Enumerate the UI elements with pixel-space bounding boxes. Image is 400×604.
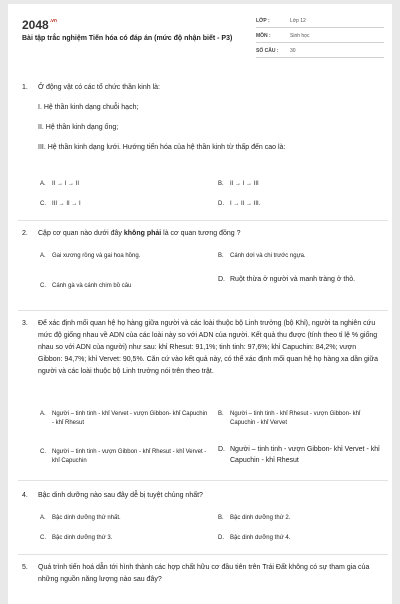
document-page xyxy=(8,4,392,604)
question-3: 3. Để xác định mối quan hệ họ hàng giữa người và các loài thuộc bộ Linh trưởng (bộ Khỉ), người ta nghiên cứu mức độ giống nhau về ADN của các loài này so với ADN của người. Kết quả thu được (tính theo tỉ lệ % giống nhau so với ADN của người) như sau: khỉ Rhesut: 91,1%; tinh tinh: 97,6%; khỉ Capuchin: 84,2%; vượn Gibbon: 94,7%; khỉ Vervet: 90,5%. Căn cứ vào kết quả này, có thể xác định mối quan hệ họ hàng xa dần giữa người và các loài thuộc bộ Linh trưởng nói trên theo trật. xyxy=(22,318,382,378)
question-4: 4. Bậc dinh dưỡng nào sau đây dễ bị tuyệt chủng nhất? xyxy=(22,490,382,502)
divider xyxy=(18,480,388,481)
divider xyxy=(18,220,388,221)
question-2: 2. Cặp cơ quan nào dưới đây không phải là cơ quan tương đồng ? xyxy=(22,228,382,240)
divider xyxy=(18,554,388,555)
question-4-option-a[interactable]: A. Bậc dinh dưỡng thứ nhất. xyxy=(40,515,121,521)
question-1-option-a[interactable]: A. II → I → II xyxy=(40,181,80,187)
question-2-option-d[interactable]: D. Ruột thừa ở người và manh tràng ở thỏ. xyxy=(218,276,356,283)
meta-subject: MÔN : Sinh học xyxy=(256,31,384,43)
question-5: 5. Quá trình tiến hoá dẫn tới hình thành các hợp chất hữu cơ đầu tiên trên Trái Đất không có sự tham gia của những nguồn năng lượng nào sau đây? xyxy=(22,562,382,586)
meta-question-count: SỐ CÂU : 30 xyxy=(256,46,384,58)
question-4-option-b[interactable]: B. Bậc dinh dưỡng thứ 2. xyxy=(218,515,291,521)
question-1-stem: Ở động vật có các tổ chức thần kinh là: I. Hệ thần kinh dạng chuỗi hạch; II. Hệ thần kinh dạng ống; III. Hệ thần kinh dạng lưới. Hướng tiến hóa của hệ thần kinh từ thấp đến cao là: xyxy=(38,84,286,151)
question-2-stem: Cặp cơ quan nào dưới đây không phải là cơ quan tương đồng ? xyxy=(38,230,241,237)
question-1-option-c[interactable]: C. III → II → I xyxy=(40,201,81,207)
document-header xyxy=(8,4,392,66)
site-logo[interactable]: $2048^{.vn}$ xyxy=(22,18,57,32)
meta-grade: LỚP : Lớp 12 xyxy=(256,16,384,28)
question-4-option-d[interactable]: D. Bậc dinh dưỡng thứ 4. xyxy=(218,535,291,541)
question-4-stem: Bậc dinh dưỡng nào sau đây dễ bị tuyệt chủng nhất? xyxy=(38,492,203,499)
question-3-option-b[interactable]: B. Người – tinh tinh - khỉ Rhesut - vượn Gibbon- khỉ Capuchin - khỉ Vervet xyxy=(218,411,361,426)
question-3-stem: Để xác định mối quan hệ họ hàng giữa người và các loài thuộc bộ Linh trưởng (bộ Khỉ), người ta nghiên cứu mức độ giống nhau về ADN của các loài này so với ADN của người. Kết quả thu được (tính theo tỉ lệ % giống nhau so với ADN của người) như sau: khỉ Rhesut: 91,1%; tinh tinh: 97,6%; khỉ Capuchin: 84,2%; vượn Gibbon: 94,7%; khỉ Vervet: 90,5%. Căn cứ vào kết quả này, có thể xác định mối quan hệ họ hàng xa dần giữa người và các loài thuộc bộ Linh trưởng nói trên theo trật. xyxy=(38,320,379,375)
question-3-option-d[interactable]: D. Người – tinh tinh - vượn Gibbon- khỉ Vervet - khỉ Capuchin - khỉ Rhesut xyxy=(218,446,380,464)
question-2-option-b[interactable]: B. Cánh dơi và chi trước ngựa. xyxy=(218,253,306,259)
question-1-option-d[interactable]: D. I → II → III. xyxy=(218,201,261,207)
question-1-option-b[interactable]: B. II → I → III xyxy=(218,181,259,187)
document-title: Bài tập trắc nghiệm Tiến hóa có đáp án (mức độ nhận biết - P3) xyxy=(22,35,233,42)
question-3-option-a[interactable]: A. Người – tinh tinh - khỉ Vervet - vượn Gibbon- khỉ Capuchin - khỉ Rhesut xyxy=(40,411,208,426)
question-2-option-a[interactable]: A. Gai xương rồng và gai hoa hồng. xyxy=(40,253,141,259)
question-4-option-c[interactable]: C. Bậc dinh dưỡng thứ 3. xyxy=(40,535,113,541)
question-3-option-c[interactable]: C. Người – tinh tinh - vượn Gibbon - khỉ Rhesut - khỉ Vervet - khỉ Capuchin xyxy=(40,449,207,464)
divider xyxy=(18,310,388,311)
question-2-option-c[interactable]: C. Cánh gà và cánh chim bồ câu xyxy=(40,283,132,289)
question-5-stem: Quá trình tiến hoá dẫn tới hình thành các hợp chất hữu cơ đầu tiên trên Trái Đất không có sự tham gia của những nguồn năng lượng nào sau đây? xyxy=(38,564,370,583)
question-1: 1. Ở động vật có các tổ chức thần kinh là: I. Hệ thần kinh dạng chuỗi hạch; II. Hệ thần kinh dạng ống; III. Hệ thần kinh dạng lưới. Hướng tiến hóa của hệ thần kinh từ thấp đến cao là: xyxy=(22,82,382,162)
